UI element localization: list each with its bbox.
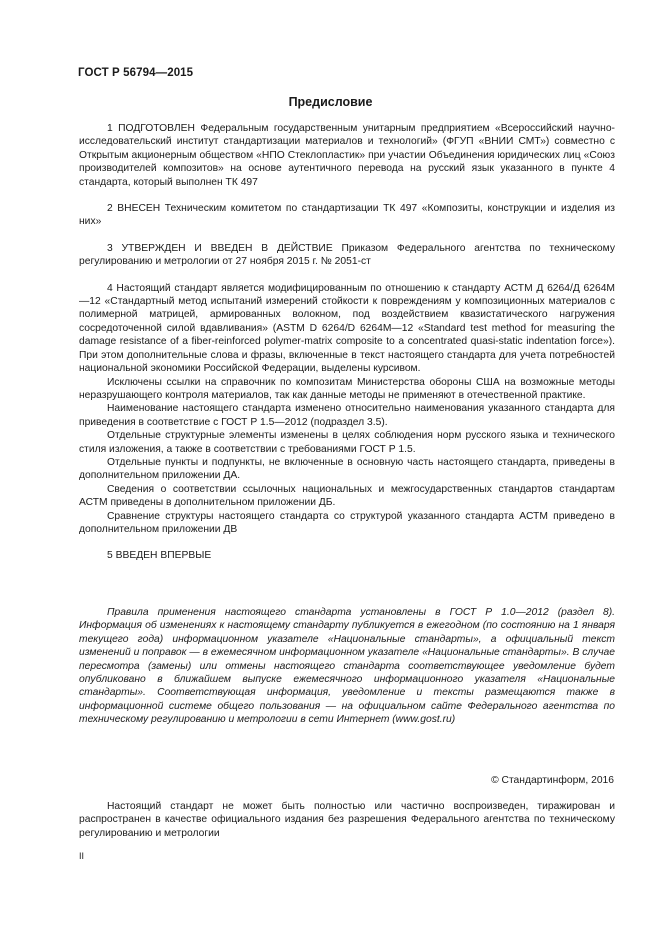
section-1: 1 ПОДГОТОВЛЕН Федеральным государственным унитарным предприятием «Всероссийский научно-исследовательский институт стандартизации материалов и технологий» (ФГУП «ВНИИ СМТ») совместно с Открытым акционерным обществом «НПО Стеклопластик» при участии Объединения юридических лиц «Союз производителей композитов» на основе аутентичного перевода на русский язык указанного в пункте 4 стандарта, который выполнен ТК 497: [79, 123, 615, 188]
section-3: 3 УТВЕРЖДЕН И ВВЕДЕН В ДЕЙСТВИЕ Приказом Федерального агентства по техническому регулированию и метрологии от 27 ноября 2015 г. № 2051-ст: [79, 242, 615, 268]
foreword-body: [79, 122, 615, 563]
section-4-para-5: Отдельные пункты и подпункты, не включенные в основную часть настоящего стандарта, приведены в дополнительном приложении ДА.: [79, 456, 615, 482]
document-number: ГОСТ Р 56794—2015: [78, 67, 194, 79]
page-number: II: [79, 851, 85, 861]
usage-note-text: Правила применения настоящего стандарта установлены в ГОСТ Р 1.0—2012 (раздел 8). Информация об изменениях к настоящему стандарту публикуется в ежегодном (по состоянию на 1 января текущего года) информационном указателе «Национальные стандарты», а официальный текст изменений и поправок — в ежемесячном информационном указателе «Национальные стандарты». В случае пересмотра (замены) или отмены настоящего стандарта соответствующее уведомление будет опубликовано в ближайшем выпуске ежемесячного информационного указателя «Национальные стандарты». Соответствующая информация, уведомление и тексты размещаются также в информационной системе общего пользования — на официальном сайте Федерального агентства по техническому регулированию и метрологии в сети Интернет (www.gost.ru): [79, 607, 615, 726]
reproduction-notice-text: Настоящий стандарт не может быть полностью или частично воспроизведен, тиражирован и распространен в качестве официального издания без разрешения Федерального агентства по техническому регулированию и метрологии: [79, 801, 615, 839]
section-4-para-3: Наименование настоящего стандарта изменено относительно наименования указанного стандарта для приведения в соответствие с ГОСТ Р 1.5—2012 (подраздел 3.5).: [79, 403, 615, 428]
usage-note: [79, 606, 615, 727]
copyright: © Стандартинформ, 2016: [491, 775, 614, 786]
section-5: 5 ВВЕДЕН ВПЕРВЫЕ: [107, 550, 212, 562]
section-4-para-6: Сведения о соответствии ссылочных национальных и межгосударственных стандартов стандартам АСТМ приведены в дополнительном приложении ДБ.: [79, 483, 615, 509]
reproduction-notice: [79, 800, 615, 840]
section-4: 4 Настоящий стандарт является модифицированным по отношению к стандарту АСТМ Д 6264/Д 6264М—12 «Стандартный метод испытаний измерений стойкости к повреждениям у композиционных материалов с полимерной матрицей, армированных волокном, под воздействием квазистатического нагружения сосредоточенной силой вдавливания» (ASTM D 6264/D 6264M—12 «Standard test method for measuring the damage resistance of a fiber-reinforced polymer-matrix composite to a concentrated quasi-static indentation force»). При этом дополнительные слова и фразы, включенные в текст настоящего стандарта для учета потребностей национальной экономики Российской Федерации, выделены курсивом.: [79, 282, 615, 375]
section-2: 2 ВНЕСЕН Техническим комитетом по стандартизации ТК 497 «Композиты, конструкции и изделия из них»: [79, 203, 615, 228]
section-4-para-7: Сравнение структуры настоящего стандарта со структурой указанного стандарта АСТМ приведено в дополнительном приложении ДВ: [79, 510, 615, 535]
section-4-para-2: Исключены ссылки на справочник по композитам Министерства обороны США на возможные методы неразрушающего контроля материалов, так как данные методы не применяют в отечественной практике.: [79, 376, 615, 401]
page-title: Предисловие: [288, 95, 373, 109]
section-4-para-4: Отдельные структурные элементы изменены в целях соблюдения норм русского языка и технического стиля изложения, а также в соответствии с требованиями ГОСТ Р 1.5.: [79, 430, 615, 455]
